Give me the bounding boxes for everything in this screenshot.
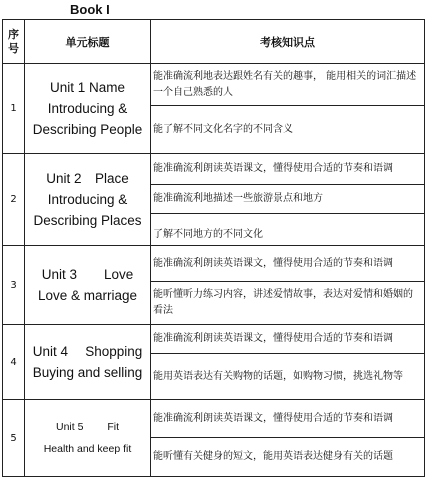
unit-title (25, 154, 151, 246)
unit-title-line: Health and keep fit (43, 443, 132, 455)
header-points: 考核知识点 (151, 20, 425, 64)
header-row (3, 20, 425, 64)
knowledge-point: 能用英语表达有关购物的话题，如购物习惯，挑选礼物等 (151, 354, 425, 400)
unit-title-line: Unit 2 Place (46, 171, 129, 186)
knowledge-point: 能准确流利朗读英语课文，懂得使用合适的节奏和语调 (151, 325, 425, 354)
table-row (3, 154, 425, 185)
unit-title-line: Unit 5 Fit (55, 421, 119, 433)
unit-title-line: Unit 3 Love (41, 267, 134, 282)
unit-title-line: Describing People (32, 122, 143, 137)
unit-title-line: Introducing & (47, 192, 128, 207)
table-row (3, 400, 425, 438)
unit-title (25, 246, 151, 325)
header-unit: 单元标题 (25, 20, 151, 64)
unit-number: 4 (3, 325, 25, 400)
book-title: Book I (70, 2, 110, 17)
table-row (3, 325, 425, 354)
knowledge-point: 能听懂有关健身的短文，能用英语表达健身有关的话题 (151, 438, 425, 477)
unit-number: 3 (3, 246, 25, 325)
table-row (3, 64, 425, 106)
unit-title-line: Unit 4 Shopping (32, 344, 143, 359)
unit-title-line: Buying and selling (32, 365, 143, 380)
knowledge-point: 能准确流利地表达跟姓名有关的趣事， 能用相关的词汇描述一个自己熟悉的人 (151, 64, 425, 106)
knowledge-point: 能准确流利朗读英语课文，懂得使用合适的节奏和语调 (151, 400, 425, 438)
unit-title (25, 64, 151, 154)
knowledge-point: 能了解不同文化名字的不同含义 (151, 106, 425, 154)
knowledge-point: 了解不同地方的不同文化 (151, 214, 425, 246)
unit-title-line: Describing Places (33, 213, 142, 228)
unit-number: 2 (3, 154, 25, 246)
header-no: 序号 (3, 20, 25, 64)
knowledge-point: 能准确流利朗读英语课文，懂得使用合适的节奏和语调 (151, 154, 425, 185)
unit-title (25, 325, 151, 400)
unit-number: 5 (3, 400, 25, 477)
knowledge-point: 能听懂听力练习内容，讲述爱情故事，表达对爱情和婚姻的看法 (151, 282, 425, 325)
knowledge-point: 能准确流利地描述一些旅游景点和地方 (151, 185, 425, 214)
unit-title-line: Unit 1 Name (49, 80, 126, 95)
unit-number: 1 (3, 64, 25, 154)
unit-title-line: Introducing & (47, 101, 128, 116)
syllabus-table (2, 19, 425, 477)
table-row (3, 246, 425, 282)
knowledge-point: 能准确流利朗读英语课文，懂得使用合适的节奏和语调 (151, 246, 425, 282)
unit-title (25, 400, 151, 477)
unit-title-line: Love & marriage (37, 288, 138, 303)
